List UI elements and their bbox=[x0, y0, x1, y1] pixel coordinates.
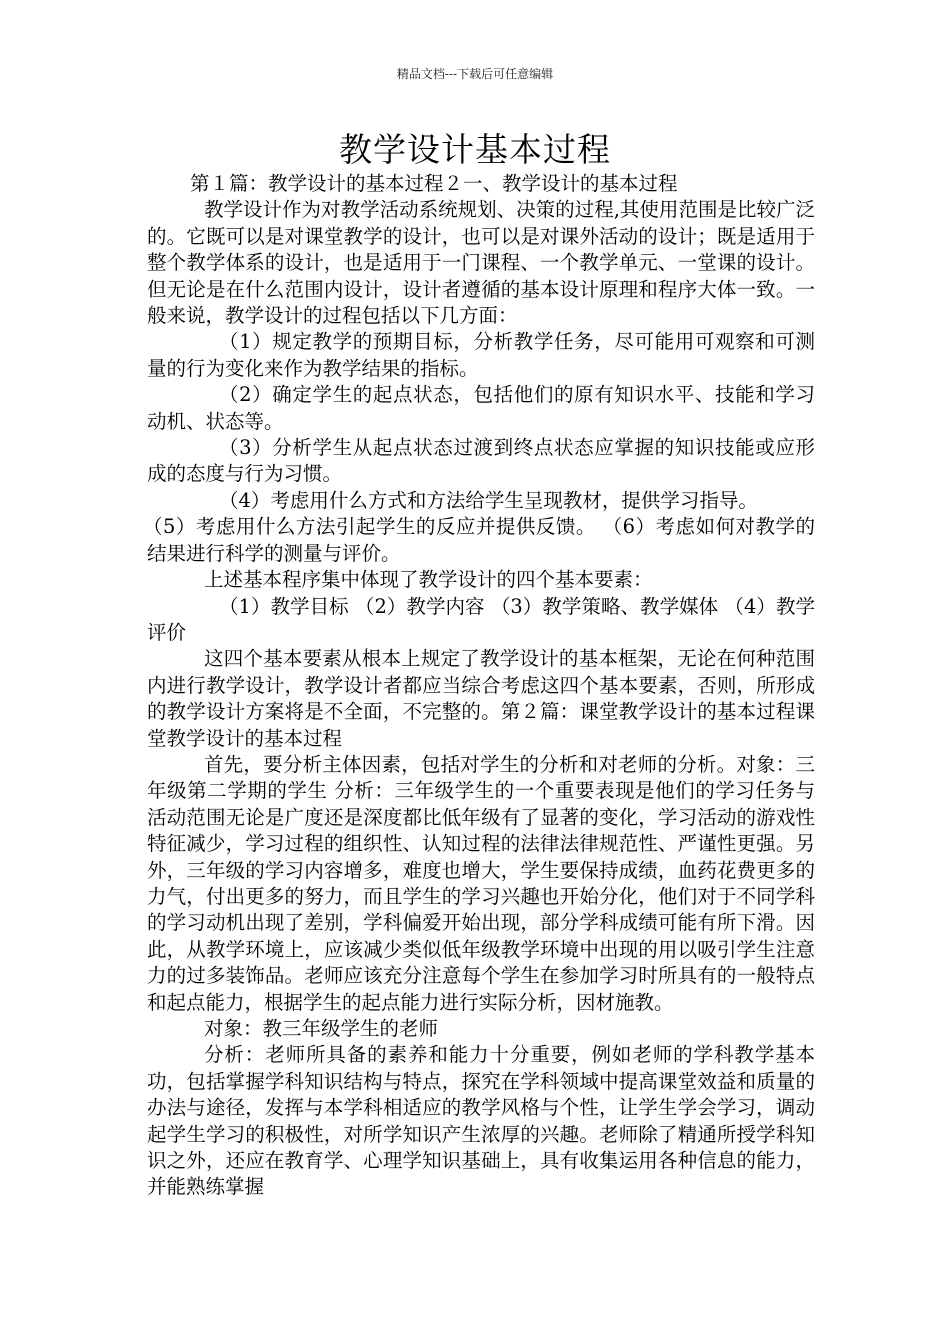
page-header-note: 精品文档---下载后可任意编辑 bbox=[396, 67, 554, 81]
list-item-step-4: （4）考虑用什么方式和方法给学生呈现教材，提供学习指导。 bbox=[219, 488, 758, 512]
paragraph-framework: 这四个基本要素从根本上规定了教学设计的基本框架，无论在何种范围内进行教学设计，教学设计者都应当综合考虑这四个基本要素，否则，所形成的教学设计方案将是不全面，不完整的。第２篇：课堂教学设计的基本过程课堂教学设计的基本过程 bbox=[147, 647, 815, 750]
paragraph-intro: 教学设计作为对教学活动系统规划、决策的过程,其使用范围是比较广泛的。它既可以是对课堂教学的设计，也可以是对课外活动的设计；既是适用于整个教学体系的设计，也是适用于一门课程、一个教学单元、一堂课的设计。但无论是在什么范围内设计，设计者遵循的基本设计原理和程序大体一致。一般来说，教学设计的过程包括以下几方面： bbox=[147, 198, 815, 328]
list-elements: （1）教学目标 （2）教学内容 （3）教学策略、教学媒体 （4）教学评价 bbox=[147, 594, 815, 644]
list-item-step-2: （2）确定学生的起点状态，包括他们的原有知识水平、技能和学习动机、状态等。 bbox=[147, 383, 815, 433]
list-item-step-3: （3）分析学生从起点状态过渡到终点状态应掌握的知识技能或应形成的态度与行为习惯。 bbox=[147, 436, 815, 486]
list-item-step-5-6: （5）考虑用什么方法引起学生的反应并提供反馈。 （6）考虑如何对教学的结果进行科学的测量与评价。 bbox=[143, 515, 815, 565]
section-heading-1: 第１篇：教学设计的基本过程２一、教学设计的基本过程 bbox=[190, 172, 678, 195]
document-title: 教学设计基本过程 bbox=[339, 130, 611, 169]
paragraph-student-analysis: 首先，要分析主体因素，包括对学生的分析和对老师的分析。对象：三年级第二学期的学生 分析：三年级学生的一个重要表现是他们的学习任务与活动范围无论是广度还是深度都比低年级有了显著的变化，学习活动的游戏性特征减少，学习过程的组织性、认知过程的法律法律规范性、严谨性更强。另外，三年级的学习内容增多，难度也增大，学生要保持成绩，血药花费更多的力气，付出更多的努力，而且学生的学习兴趣也开始分化，他们对于不同学科的学习动机出现了差别，学科偏爱开始出现，部分学科成绩可能有所下滑。因此，从教学环境上，应该减少类似低年级教学环境中出现的用以吸引学生注意力的过多装饰品。老师应该充分注意每个学生在参加学习时所具有的一般特点和起点能力，根据学生的起点能力进行实际分析，因材施教。 bbox=[147, 752, 815, 1014]
paragraph-teacher-object: 对象：教三年级学生的老师 bbox=[204, 1017, 439, 1040]
document-body bbox=[143, 171, 815, 1201]
list-item-step-1: （1）规定教学的预期目标，分析教学任务，尽可能用可观察和可测量的行为变化来作为教学结果的指标。 bbox=[147, 330, 815, 380]
paragraph-teacher-analysis: 分析：老师所具备的素养和能力十分重要，例如老师的学科教学基本功，包括掌握学科知识结构与特点，探究在学科领域中提高课堂效益和质量的办法与途径，发挥与本学科相适应的教学风格与个性，让学生学会学习，调动起学生学习的积极性，对所学知识产生浓厚的兴趣。老师除了精通所授学科知识之外，还应在教育学、心理学知识基础上，具有收集运用各种信息的能力，并能熟练掌握 bbox=[147, 1043, 815, 1199]
paragraph-elements-intro: 上述基本程序集中体现了教学设计的四个基本要素： bbox=[204, 568, 653, 592]
